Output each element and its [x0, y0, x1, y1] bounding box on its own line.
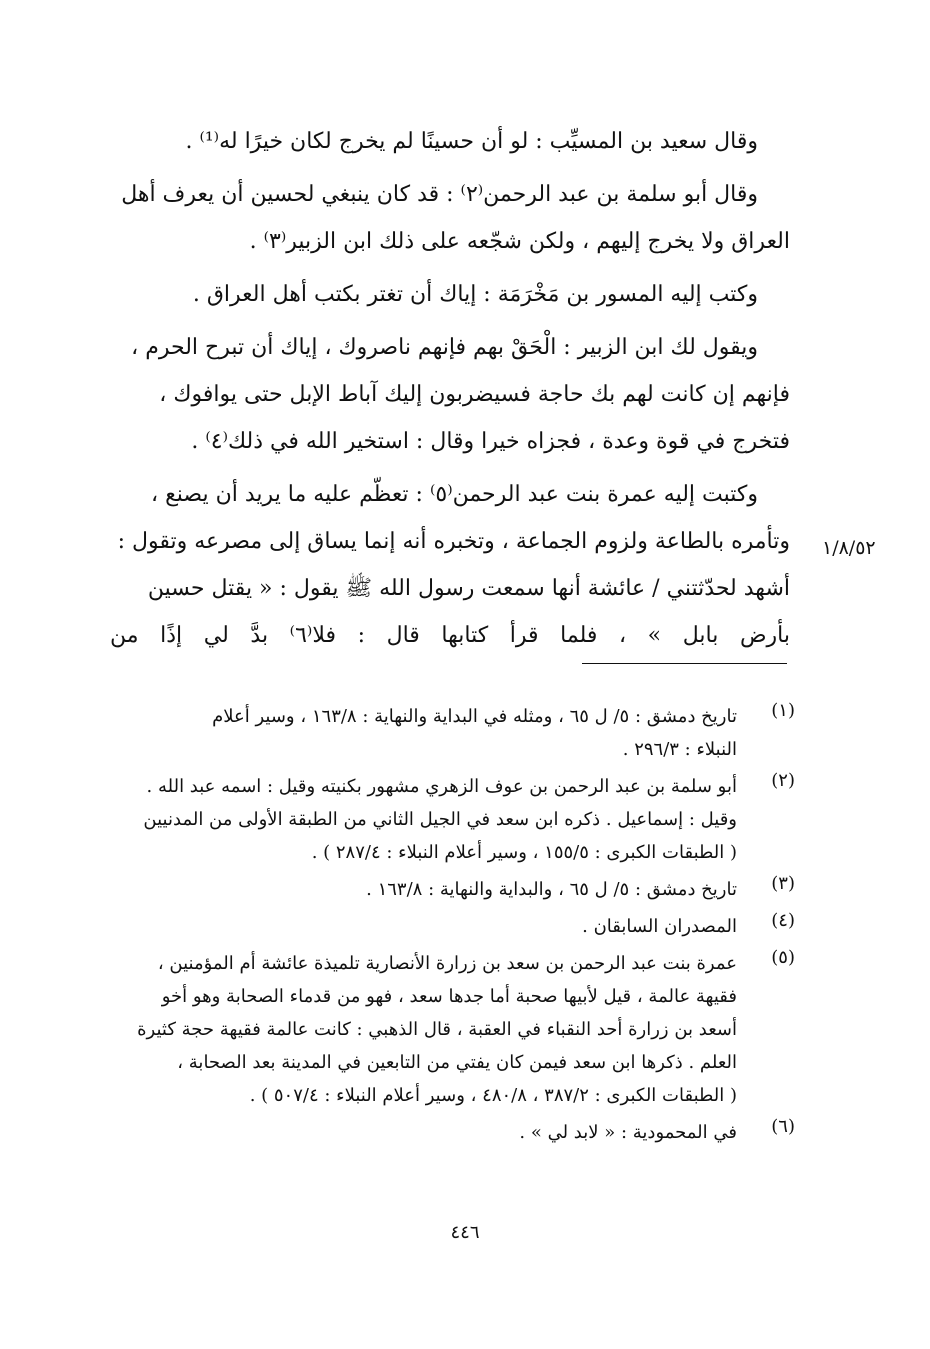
footnote-line: العلم . ذكرها ابن سعد فيمن كان يفتي من التابعين في المدينة بعد الصحابة ، — [177, 1052, 737, 1073]
text-line: ويقول لك ابن الزبير : الْحَقْ بهم فإنهم ناصروك ، إياك أن تبرح الحرم ، — [131, 335, 758, 360]
footnote-line: تاريخ دمشق : ٥/ ل ٦٥ ، ومثله في البداية والنهاية : ١٦٣/٨ ، وسير أعلام — [212, 706, 737, 727]
footnote-line: النبلاء : ٢٩٦/٣ . — [622, 739, 737, 760]
footnote-line: في المحمودية : « لابد لي » . — [519, 1122, 737, 1143]
footnote-number: (٤) — [771, 910, 795, 931]
footnote-line: وقيل : إسماعيل . ذكره ابن سعد في الجيل الثاني من الطبقة الأولى من المدنيين — [143, 809, 737, 830]
footnote-line: المصدران السابقان . — [582, 916, 737, 937]
footnote-line: فقيهة عالمة ، قيل لأبيها صحبة أما جدها سعد ، فهو من قدماء الصحابة وهو أخو — [161, 986, 737, 1007]
page-number: ٤٤٦ — [450, 1222, 480, 1243]
text-line: فإنهم إن كانت لهم بك حاجة فسيضربون إليك آباط الإبل حتى يوافوك ، — [159, 382, 790, 407]
footnote-number: (٦) — [771, 1116, 795, 1137]
footnote-number: (١) — [771, 700, 795, 721]
footnote-line: أسعد بن زرارة أحد النقباء في العقبة ، قال الذهبي : كانت عالمة فقيهة حجة كثيرة — [137, 1019, 737, 1040]
text-line: وكتبت إليه عمرة بنت عبد الرحمن⁽٥⁾ : تعظّم عليه ما يريد أن يصنع ، — [150, 482, 758, 507]
footnote-separator — [582, 663, 787, 664]
footnote-line: ( الطبقات الكبرى : ٣٨٧/٢ ، ٤٨٠/٨ ، وسير أعلام النبلاء : ٥٠٧/٤ ) . — [249, 1085, 737, 1106]
margin-reference: ١/٨/٥٢ — [822, 537, 876, 559]
footnote-1 — [105, 700, 795, 766]
footnote-line: عمرة بنت عبد الرحمن بن سعد بن زرارة الأنصارية تلميذة عائشة أم المؤمنين ، — [157, 953, 737, 974]
footnote-line: تاريخ دمشق : ٥/ ل ٦٥ ، والبداية والنهاية : ١٦٣/٨ . — [366, 879, 737, 900]
footnotes — [105, 700, 795, 1153]
text-line: فتخرج في قوة وعدة ، فجزاه خيرا وقال : استخير الله في ذلك⁽٤⁾ . — [191, 429, 790, 454]
footnote-6 — [105, 1116, 795, 1149]
main-text — [110, 118, 790, 659]
text-line: وتأمره بالطاعة ولزوم الجماعة ، وتخبره أنه إنما يساق إلى مصرعه وتقول : — [117, 529, 790, 554]
text-line: وقال أبو سلمة بن عبد الرحمن⁽٢⁾ : قد كان ينبغي لحسين أن يعرف أهل — [121, 182, 758, 207]
text-line: بأرض بابل » ، فلما قرأ كتابها قال : فلا⁽٦⁾ بدَّ لي إذًا من — [110, 623, 790, 648]
footnote-2 — [105, 770, 795, 869]
footnote-3 — [105, 873, 795, 906]
text-line: أشهد لحدّثتني / عائشة أنها سمعت رسول الله ﷺ يقول : « يقتل حسين — [147, 576, 790, 601]
footnote-number: (٥) — [771, 947, 795, 968]
footnote-line: أبو سلمة بن عبد الرحمن بن عوف الزهري مشهور بكنيته وقيل : اسمه عبد الله . — [146, 776, 737, 797]
footnote-4 — [105, 910, 795, 943]
text-line: وقال سعيد بن المسيِّب : لو أن حسينًا لم يخرج لكان خيرًا له⁽¹⁾ . — [185, 129, 758, 154]
footnote-number: (٢) — [771, 770, 795, 791]
footnote-line: ( الطبقات الكبرى : ١٥٥/٥ ، وسير أعلام النبلاء : ٢٨٧/٤ ) . — [311, 842, 737, 863]
text-line: وكتب إليه المسور بن مَخْرَمَة : إياك أن تغتر بكتب أهل العراق . — [192, 282, 758, 307]
footnote-5 — [105, 947, 795, 1112]
footnote-number: (٣) — [771, 873, 795, 894]
text-line: العراق ولا يخرج إليهم ، ولكن شجّعه على ذلك ابن الزبير⁽٣⁾ . — [249, 229, 790, 254]
